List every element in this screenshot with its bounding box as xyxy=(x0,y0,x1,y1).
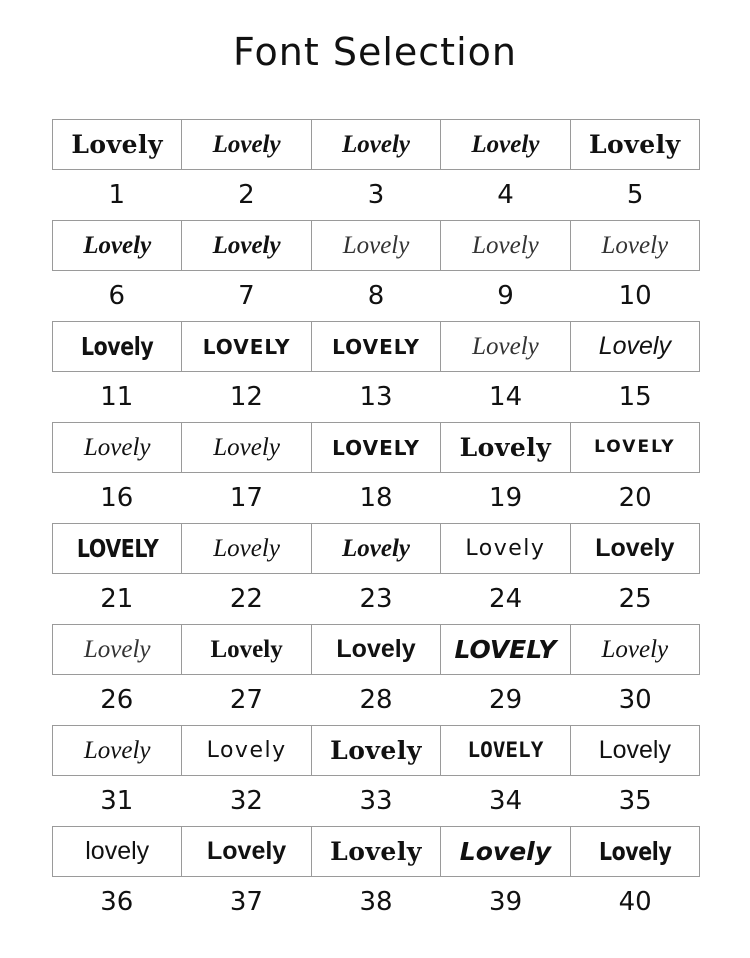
font-option-cell[interactable] xyxy=(571,625,700,674)
font-option-cell[interactable] xyxy=(182,827,311,876)
font-number-label: 26 xyxy=(100,685,134,715)
font-sample-text: Lovely xyxy=(83,636,151,663)
font-sample-text: Lovely xyxy=(342,131,411,158)
font-option-cell[interactable] xyxy=(182,625,311,674)
font-row xyxy=(52,624,700,725)
font-number-label: 3 xyxy=(367,180,385,210)
font-sample-text: Lovely xyxy=(81,332,154,361)
font-number-label: 37 xyxy=(229,887,263,917)
font-row xyxy=(52,422,700,523)
font-number-label: 38 xyxy=(359,887,393,917)
font-number-label: 30 xyxy=(618,685,652,715)
font-option-cell[interactable] xyxy=(182,726,311,775)
font-number-label: 18 xyxy=(359,483,393,513)
font-number-label: 7 xyxy=(238,281,255,311)
font-number-label: 22 xyxy=(229,584,263,614)
font-sample-text: Lovely xyxy=(83,737,151,764)
font-option-cell[interactable] xyxy=(441,625,570,674)
font-number-label: 24 xyxy=(489,584,523,614)
font-sample-row xyxy=(52,220,700,271)
font-option-cell[interactable] xyxy=(182,120,311,169)
font-number-label: 14 xyxy=(489,382,523,412)
font-option-cell[interactable] xyxy=(312,625,441,674)
font-sample-text: LOVELY xyxy=(332,435,420,460)
font-sample-text: Lovely xyxy=(598,736,671,764)
font-number-label: 10 xyxy=(618,281,652,311)
font-sample-text: Lovely xyxy=(83,434,151,461)
font-sample-row xyxy=(52,826,700,877)
font-sample-text: Lovely xyxy=(212,131,281,158)
font-row xyxy=(52,826,700,927)
font-number-label: 2 xyxy=(238,180,255,210)
font-sample-text: Lovely xyxy=(601,636,669,663)
font-number-label: 13 xyxy=(359,382,393,412)
font-sample-row xyxy=(52,624,700,675)
font-row xyxy=(52,220,700,321)
font-sample-text: Lovely xyxy=(212,232,281,259)
font-option-cell[interactable] xyxy=(441,524,570,573)
font-sample-text: Lovely xyxy=(206,737,287,763)
font-option-cell[interactable] xyxy=(571,322,700,371)
font-number-row xyxy=(52,372,700,422)
font-row xyxy=(52,523,700,624)
font-sample-text: Lovely xyxy=(472,333,539,360)
page-title: Font Selection xyxy=(233,30,517,74)
font-row xyxy=(52,321,700,422)
font-sample-text: Lovely xyxy=(342,232,410,259)
font-number-label: 31 xyxy=(100,786,134,816)
font-number-label: 20 xyxy=(618,483,652,513)
font-sample-text: Lovely xyxy=(472,232,539,259)
font-number-label: 1 xyxy=(108,180,126,210)
font-number-label: 15 xyxy=(618,382,652,412)
font-option-cell[interactable] xyxy=(441,322,570,371)
font-option-cell[interactable] xyxy=(182,322,311,371)
font-sample-text: Lovely xyxy=(336,635,416,663)
font-number-label: 4 xyxy=(497,180,514,210)
font-sample-text: Lovely xyxy=(213,535,280,562)
font-option-cell[interactable] xyxy=(441,726,570,775)
font-option-cell[interactable] xyxy=(441,827,570,876)
font-option-cell[interactable] xyxy=(53,827,182,876)
font-number-label: 6 xyxy=(108,281,126,311)
font-sample-row xyxy=(52,321,700,372)
font-option-cell[interactable] xyxy=(571,524,700,573)
font-number-row xyxy=(52,170,700,220)
font-sample-text: LOVELY xyxy=(467,738,544,762)
font-number-label: 27 xyxy=(229,685,263,715)
font-number-label: 25 xyxy=(618,584,652,614)
font-number-row xyxy=(52,675,700,725)
font-row xyxy=(52,725,700,826)
font-number-label: 40 xyxy=(618,887,652,917)
font-option-cell[interactable] xyxy=(53,322,182,371)
font-number-label: 8 xyxy=(367,281,385,311)
font-sample-text: Lovely xyxy=(342,535,411,562)
font-option-cell[interactable] xyxy=(182,423,311,472)
font-number-label: 34 xyxy=(489,786,523,816)
font-option-cell[interactable] xyxy=(571,423,700,472)
font-sample-text: Lovely xyxy=(330,736,422,765)
font-option-cell[interactable] xyxy=(182,221,311,270)
font-option-cell[interactable] xyxy=(53,423,182,472)
font-option-cell[interactable] xyxy=(441,221,570,270)
font-sample-text: Lovely xyxy=(471,131,540,158)
font-sample-text: Lovely xyxy=(598,837,671,866)
font-number-row xyxy=(52,574,700,624)
font-sample-text: Lovely xyxy=(598,332,671,360)
font-sample-text: LOVELY xyxy=(202,334,291,359)
font-option-cell[interactable] xyxy=(312,524,441,573)
font-number-label: 21 xyxy=(100,584,134,614)
font-number-row xyxy=(52,877,700,927)
font-option-cell[interactable] xyxy=(312,423,441,472)
font-option-cell[interactable] xyxy=(312,827,441,876)
font-option-cell[interactable] xyxy=(441,120,570,169)
font-number-label: 19 xyxy=(489,483,523,513)
font-option-cell[interactable] xyxy=(312,120,441,169)
font-sample-text: Lovely xyxy=(330,837,422,866)
font-number-label: 16 xyxy=(100,483,134,513)
font-number-label: 35 xyxy=(618,786,652,816)
font-sample-text: Lovely xyxy=(459,433,552,462)
font-sample-text: Lovely xyxy=(207,837,287,865)
font-option-cell[interactable] xyxy=(312,221,441,270)
font-sample-text: Lovely xyxy=(601,232,669,259)
font-number-label: 39 xyxy=(489,887,523,917)
font-option-cell[interactable] xyxy=(53,524,182,573)
font-option-cell[interactable] xyxy=(571,827,700,876)
font-number-label: 29 xyxy=(489,685,523,715)
font-option-cell[interactable] xyxy=(312,726,441,775)
font-grid xyxy=(52,119,700,927)
font-sample-text: Lovely xyxy=(595,534,675,562)
font-sample-text: Lovely xyxy=(588,130,681,159)
font-number-label: 28 xyxy=(359,685,393,715)
font-option-cell[interactable] xyxy=(571,120,700,169)
font-number-label: 23 xyxy=(359,584,393,614)
font-number-label: 32 xyxy=(229,786,263,816)
font-sample-text: Lovely xyxy=(213,434,280,461)
font-sample-text: LOVELY xyxy=(332,334,420,359)
font-number-row xyxy=(52,271,700,321)
font-number-label: 36 xyxy=(100,887,134,917)
font-sample-row xyxy=(52,119,700,170)
font-option-cell[interactable] xyxy=(571,221,700,270)
font-sample-text: lovely xyxy=(85,837,150,865)
font-number-row xyxy=(52,776,700,826)
font-number-label: 11 xyxy=(100,382,134,412)
font-option-cell[interactable] xyxy=(53,625,182,674)
font-option-cell[interactable] xyxy=(571,726,700,775)
font-sample-row xyxy=(52,725,700,776)
font-sample-row xyxy=(52,523,700,574)
font-sample-text: Lovely xyxy=(459,837,552,866)
font-option-cell[interactable] xyxy=(441,423,570,472)
font-option-cell[interactable] xyxy=(53,726,182,775)
font-sample-text: LOVELY xyxy=(454,635,557,664)
font-number-label: 33 xyxy=(359,786,393,816)
font-sample-text: Lovely xyxy=(83,232,152,259)
font-option-cell[interactable] xyxy=(312,322,441,371)
font-row xyxy=(52,119,700,220)
font-option-cell[interactable] xyxy=(53,221,182,270)
font-number-label: 17 xyxy=(229,483,263,513)
font-option-cell[interactable] xyxy=(53,120,182,169)
font-number-row xyxy=(52,473,700,523)
font-option-cell[interactable] xyxy=(182,524,311,573)
font-number-label: 12 xyxy=(229,382,263,412)
font-number-label: 9 xyxy=(497,281,514,311)
font-sample-text: LOVELY xyxy=(76,534,158,563)
font-sample-text: Lovely xyxy=(210,636,283,663)
font-sample-text: LOVELY xyxy=(594,437,676,457)
font-sample-text: Lovely xyxy=(465,535,546,561)
font-sample-text: Lovely xyxy=(71,130,164,159)
font-sample-row xyxy=(52,422,700,473)
font-number-label: 5 xyxy=(626,180,644,210)
